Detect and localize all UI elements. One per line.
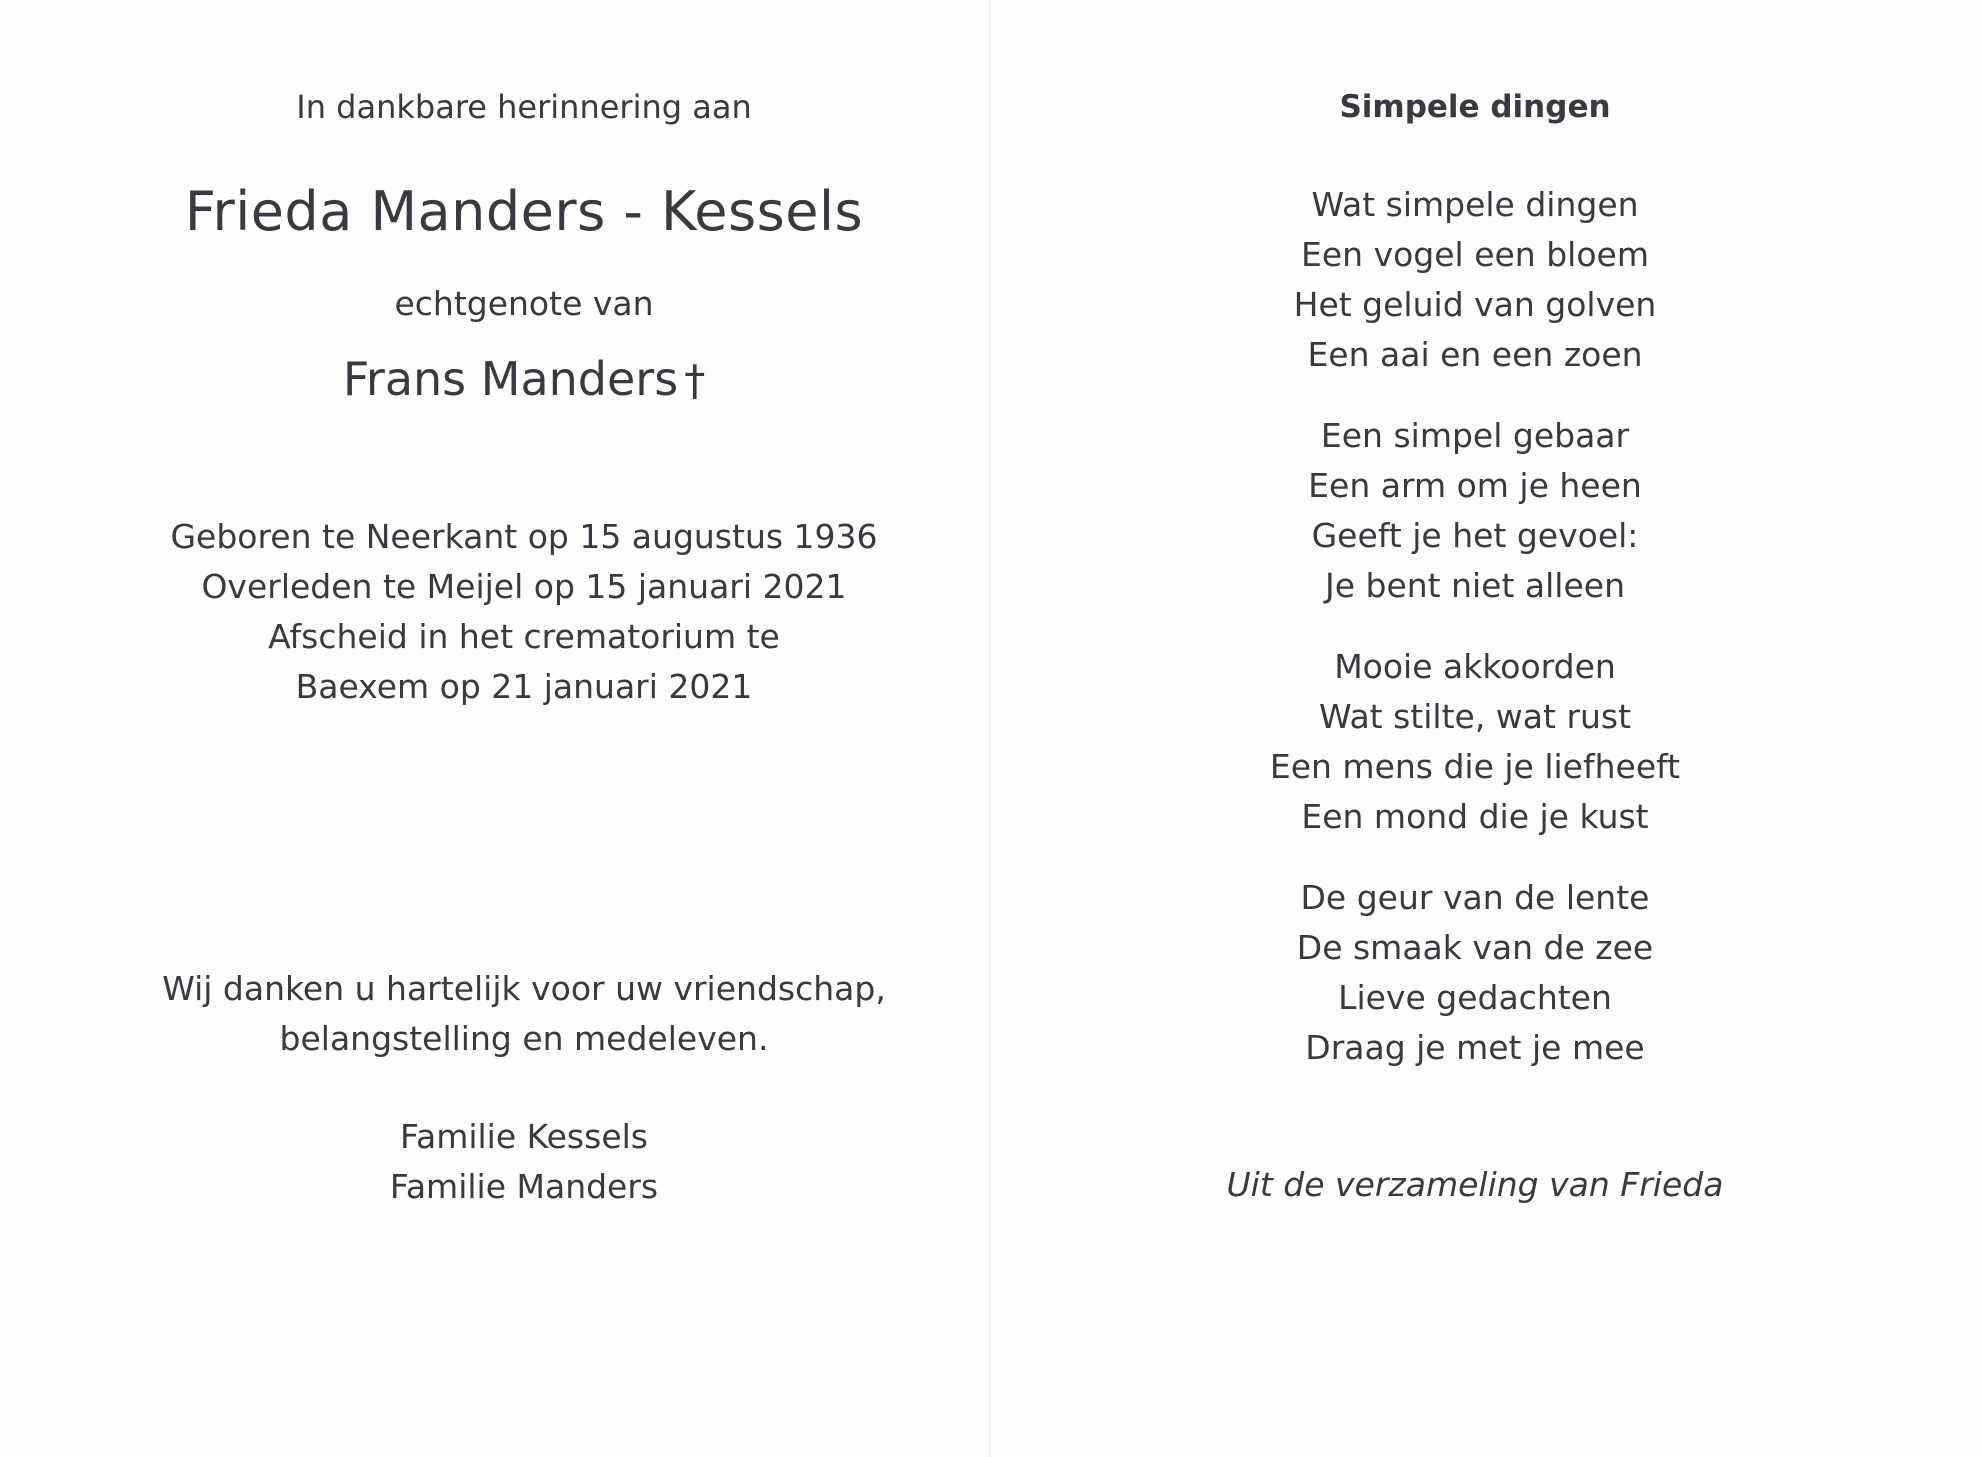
family-line: Familie Kessels: [400, 1117, 648, 1156]
thanks-line: Wij danken u hartelijk voor uw vriendschap,: [162, 969, 886, 1008]
poem-stanza: [1225, 642, 1725, 842]
right-panel: [1225, 0, 1725, 1457]
intro-text: In dankbare herinnering aan: [296, 88, 752, 126]
poem-stanza: [1225, 411, 1725, 611]
poem-line: Lieve gedachten: [1338, 978, 1612, 1017]
poem-line: Wat stilte, wat rust: [1318, 697, 1632, 736]
poem-line: Een vogel een bloem: [1301, 235, 1649, 274]
poem-title: Simpele dingen: [1339, 89, 1611, 125]
spouse-name-line: [0, 352, 1048, 406]
family-signature: [0, 1112, 1048, 1212]
poem-line: De smaak van de zee: [1296, 928, 1654, 967]
poem-line: Draag je met je mee: [1305, 1028, 1645, 1067]
biography: [0, 512, 1048, 712]
poem-line: Mooie akkoorden: [1334, 647, 1616, 686]
cross-icon: †: [684, 356, 706, 405]
poem-stanza: [1225, 180, 1725, 380]
poem-source: Uit de verzameling van Frieda: [1226, 1165, 1724, 1204]
bio-line: Baexem op 21 januari 2021: [295, 667, 753, 706]
poem-line: Je bent niet alleen: [1324, 566, 1625, 605]
poem-line: De geur van de lente: [1300, 878, 1650, 917]
bio-line: Geboren te Neerkant op 15 augustus 1936: [170, 517, 878, 556]
spouse-name: Frans Manders: [342, 352, 679, 406]
bio-line: Afscheid in het crematorium te: [268, 617, 780, 656]
poem-line: Een simpel gebaar: [1320, 416, 1630, 455]
thanks-line: belangstelling en medeleven.: [279, 1019, 769, 1058]
deceased-name: Frieda Manders - Kessels: [184, 180, 864, 243]
poem-line: Een mens die je liefheeft: [1269, 747, 1681, 786]
spouse-label: echtgenote van: [394, 284, 654, 323]
bio-line: Overleden te Meijel op 15 januari 2021: [201, 567, 847, 606]
poem-line: Een arm om je heen: [1308, 466, 1642, 505]
poem-line: Een mond die je kust: [1301, 797, 1649, 836]
thanks-text: [0, 964, 1048, 1064]
poem-line: Het geluid van golven: [1293, 285, 1657, 324]
poem-stanza: [1225, 873, 1725, 1073]
family-line: Familie Manders: [389, 1167, 659, 1206]
poem-line: Geeft je het gevoel:: [1311, 516, 1639, 555]
poem-line: Wat simpele dingen: [1311, 185, 1639, 224]
poem-line: Een aai en een zoen: [1307, 335, 1643, 374]
